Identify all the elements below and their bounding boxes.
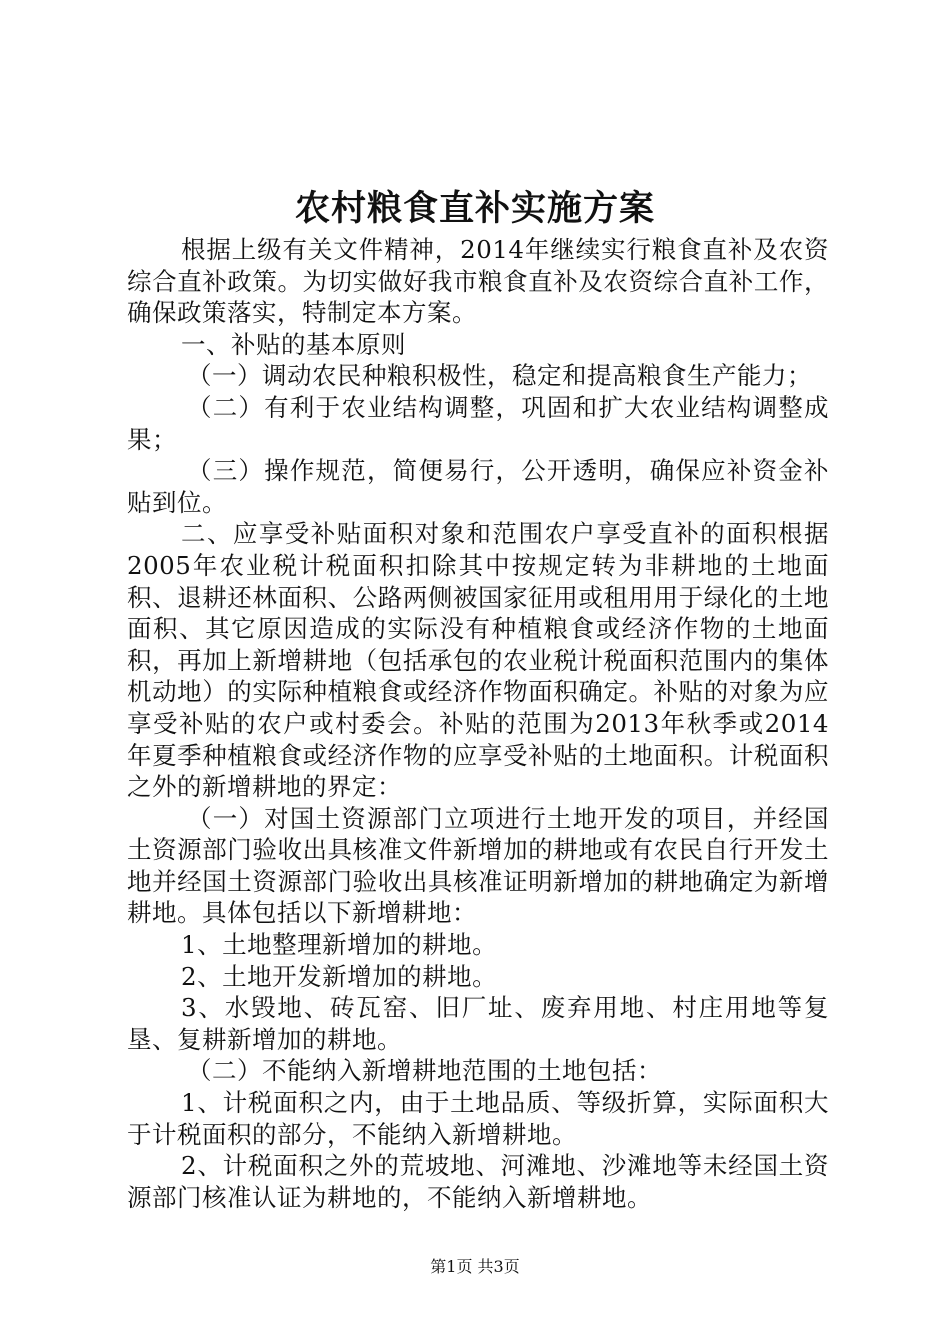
principle-item-1: （一）调动农民种粮积极性，稳定和提高粮食生产能力；	[187, 361, 812, 391]
paragraph-subsidy-scope: 二、应享受补贴面积对象和范围农户享受直补的面积根据2005年农业税计税面积扣除其中按规定转为非耕地的土地面积、退耕还林面积、公路两侧被国家征用或租用用于绿化的土地面积、其它原因造成的实际没有种植粮食或经济作物的土地面积，再加上新增耕地（包括承包的农业税计税面积范围内的集体机动地）的实际种植粮食或经济作物面积确定。补贴的对象为应享受补贴的农户或村委会。补贴的范围为2013年秋季或2014年夏季种植粮食或经济作物的应享受补贴的土地面积。计税面积之外的新增耕地的界定：	[127, 519, 829, 802]
document-body	[127, 234, 829, 1213]
principle-item-2: （二）有利于农业结构调整，巩固和扩大农业结构调整成果；	[127, 392, 829, 454]
new-land-item-2: 2、土地开发新增加的耕地。	[181, 961, 498, 991]
heading-basic-principles: 一、补贴的基本原则	[181, 329, 406, 359]
principle-item-3: （三）操作规范，简便易行，公开透明，确保应补资金补贴到位。	[127, 456, 829, 517]
excluded-land-item-2: 2、计税面积之外的荒坡地、河滩地、沙滩地等未经国土资源部门核准认证为耕地的，不能纳入新增耕地。	[127, 1151, 829, 1212]
document-title: 农村粮食直补实施方案	[294, 188, 655, 229]
new-land-definition-1: （一）对国土资源部门立项进行土地开发的项目，并经国土资源部门验收出具核准文件新增加的耕地或有农民自行开发土地并经国土资源部门验收出具核准证明新增加的耕地确定为新增耕地。具体包括以下新增耕地：	[127, 803, 829, 928]
new-land-item-3: 3、水毁地、砖瓦窑、旧厂址、废弃用地、村庄用地等复垦、复耕新增加的耕地。	[127, 993, 829, 1054]
excluded-land-item-1: 1、计税面积之内，由于土地品质、等级折算，实际面积大于计税面积的部分，不能纳入新增耕地。	[127, 1088, 829, 1149]
new-land-item-1: 1、土地整理新增加的耕地。	[181, 930, 498, 960]
page-footer: 第1页 共3页	[430, 1257, 520, 1276]
paragraph-intro: 根据上级有关文件精神，2014年继续实行粮食直补及农资综合直补政策。为切实做好我市粮食直补及农资综合直补工作，确保政策落实，特制定本方案。	[127, 235, 829, 328]
excluded-land-heading: （二）不能纳入新增耕地范围的土地包括：	[187, 1056, 662, 1086]
